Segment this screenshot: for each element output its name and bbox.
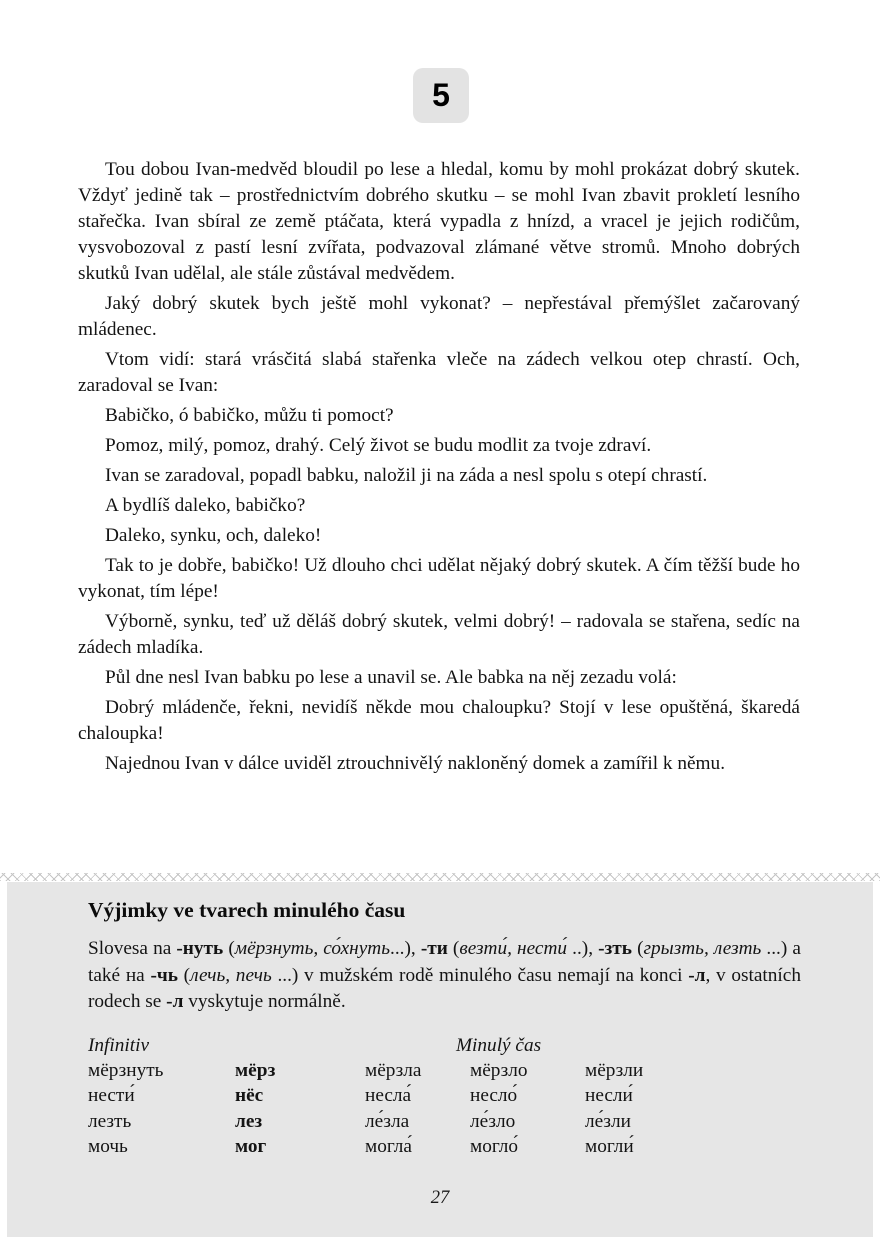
- grammar-heading: Výjimky ve tvarech minulého času: [88, 898, 406, 922]
- cell-neuter: мёрзло: [470, 1059, 528, 1081]
- cell-masculine: лез: [235, 1110, 263, 1132]
- verb-table-body: [88, 1058, 801, 1160]
- story-paragraph: Babičko, ó babičko, můžu ti pomoct?: [105, 405, 394, 426]
- cell-infinitive: мочь: [88, 1136, 128, 1158]
- table-header-past-tense: Minulý čas: [456, 1034, 542, 1056]
- story-paragraph: Jaký dobrý skutek bych ještě mohl vykonat? – nepřestával přemýšlet začarovaný mládenec.: [78, 293, 800, 340]
- cell-feminine: ле́зла: [365, 1110, 410, 1132]
- story-paragraph: Najednou Ivan v dálce uviděl ztrouchnivělý nakloněný domek a zamířil k němu.: [105, 753, 726, 774]
- chapter-number: 5: [432, 77, 450, 113]
- story-paragraph: Vtom vidí: stará vrásčitá slabá stařenka vleče na zádech velkou otep chrastí. Och, zaradoval se Ivan:: [78, 349, 800, 396]
- table-row: [88, 1058, 801, 1083]
- story-paragraph: Ivan se zaradoval, popadl babku, naložil ji na záda a nesl spolu s otepí chrastí.: [105, 465, 708, 486]
- section-divider-diamond-pattern: [0, 873, 880, 881]
- table-row: [88, 1083, 801, 1108]
- chapter-number-badge: [413, 68, 469, 123]
- cell-neuter: несло́: [470, 1085, 518, 1107]
- cell-plural: ле́зли: [585, 1110, 631, 1132]
- story-paragraph: Daleko, synku, och, daleko!: [105, 525, 322, 546]
- verb-table-header-row: [88, 1033, 801, 1058]
- cell-feminine: несла́: [365, 1085, 412, 1107]
- story-paragraph: Pomoz, milý, pomoz, drahý. Celý život se budu modlit za tvoje zdraví.: [105, 435, 652, 456]
- cell-infinitive: мёрзнуть: [88, 1059, 164, 1081]
- cell-plural: могли́: [585, 1136, 634, 1158]
- cell-masculine: мог: [235, 1136, 267, 1158]
- cell-neuter: могло́: [470, 1136, 519, 1158]
- cell-infinitive: нести́: [88, 1085, 135, 1107]
- grammar-intro-paragraph: Slovesa na -нуть (мёрзнуть, со́хнуть...), -ти (везти́, нести́ ..), -зть (грызть, лезть ...) a také на -чь (лечь, печь ...) v mužském rodě minulého času nemají na konci -л, v ostatních rodech se -л vyskytuje normálně.: [88, 938, 801, 1012]
- cell-infinitive: лезть: [88, 1110, 132, 1132]
- story-text: [78, 157, 800, 869]
- cell-feminine: могла́: [365, 1136, 412, 1158]
- story-paragraph: A bydlíš daleko, babičko?: [105, 495, 306, 516]
- story-paragraph: Půl dne nesl Ivan babku po lese a unavil se. Ale babka na něj zezadu volá:: [105, 667, 677, 688]
- cell-masculine: нёс: [235, 1085, 264, 1107]
- grammar-section: [7, 882, 873, 1237]
- table-header-infinitive: Infinitiv: [88, 1034, 150, 1056]
- cell-neuter: ле́зло: [470, 1110, 516, 1132]
- cell-feminine: мёрзла: [365, 1059, 422, 1081]
- table-row: [88, 1109, 801, 1134]
- story-paragraph: Tou dobou Ivan-medvěd bloudil po lese a hledal, komu by mohl prokázat dobrý skutek. Vždyť jedině tak – prostřednictvím dobrého skutku – se mohl Ivan zbavit prokletí lesního stařečka. Ivan sbíral ze země ptáčata, která vypadla z hnízd, a vracel je jejich rodičům, vysvobozoval z pastí lesní zvířata, podvazoval zlámané větve stromů. Mnoho dobrých skutků Ivan udělal, ale stále zůstával medvědem.: [78, 159, 800, 284]
- cell-plural: несли́: [585, 1085, 633, 1107]
- story-paragraph: Tak to je dobře, babičko! Už dlouho chci udělat nějaký dobrý skutek. A čím těžší bude ho vykonat, tím lépe!: [78, 555, 800, 602]
- table-row: [88, 1134, 801, 1159]
- verb-table: [88, 1033, 801, 1160]
- cell-masculine: мёрз: [235, 1059, 276, 1081]
- page-number: 27: [430, 1188, 450, 1208]
- story-paragraph: Dobrý mládenče, řekni, nevidíš někde mou chaloupku? Stojí v lese opuštěná, škaredá chaloupka!: [78, 697, 800, 744]
- story-paragraph: Výborně, synku, teď už děláš dobrý skutek, velmi dobrý! – radovala se stařena, sedíc na zádech mladíka.: [78, 611, 800, 658]
- cell-plural: мёрзли: [585, 1059, 644, 1081]
